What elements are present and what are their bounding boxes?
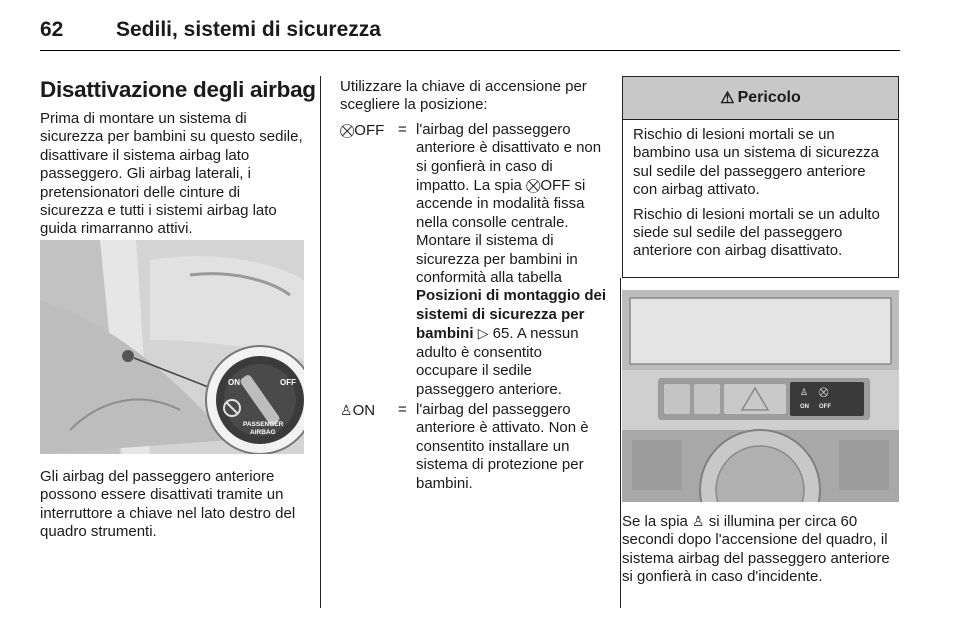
panel-off-label: OFF <box>819 404 831 410</box>
definition-off: ⛒OFF = l'airbag del passeggero anteriore è disattivato e non si gonfierà in caso di impatto. La spia ⛒OFF si accende in modalità fissa nella consolle centrale. Montare il sistema di sicurezza per bambini in conformità alla tabella Posizioni di montaggio dei sistemi di sicurezza per bambini ▷ 65. A nessun adulto è consentito occupare il sedile passeggero anteriore. <box>340 120 606 398</box>
airbag-on-icon: ♙ <box>340 401 353 418</box>
section-title: Sedili, sistemi di sicurezza <box>116 18 381 41</box>
page-number: 62 <box>40 18 64 41</box>
page-header <box>40 16 900 51</box>
section-heading: Disattivazione degli airbag <box>40 77 316 102</box>
page-reference-icon: ▷ <box>477 325 489 342</box>
page-reference[interactable]: 65 <box>492 325 510 343</box>
image-caption-right: Se la spia ♙ si illumina per circa 60 secondi dopo l'accensione del quadro, il sistema airbag del passeggero anteriore si gonfierà in caso d'incidente. <box>622 513 890 586</box>
column-divider-right <box>620 278 621 608</box>
definition-on: ♙ON = l'airbag del passeggero anteriore è attivato. Non è consentito installare un sistema di protezione per bambini. <box>340 400 589 492</box>
column-left <box>40 76 316 239</box>
middle-intro: Utilizzare la chiave di accensione per scegliere la posizione: <box>340 78 587 114</box>
position-definitions <box>340 121 606 493</box>
warning-paragraph-2: Rischio di lesioni mortali se un adulto siede sul sedile del passeggero anteriore con airbag disattivato. <box>633 205 880 260</box>
svg-text:♙: ♙ <box>800 387 809 397</box>
switch-off-label: OFF <box>280 378 296 387</box>
switch-on-label: ON <box>228 378 240 387</box>
switch-airbag-label: AIRBAG <box>250 429 276 436</box>
airbag-off-indicator-icon: ⛒ <box>526 177 541 194</box>
danger-warning-box <box>622 76 899 278</box>
airbag-switch-photo <box>40 240 304 454</box>
image-caption-left: Gli airbag del passeggero anteriore possono essere disattivati tramite un interruttore a chiave nel lato destro del quadro strumenti. <box>40 468 296 541</box>
airbag-on-indicator-icon: ♙ <box>692 513 705 529</box>
mounting-table-link[interactable]: Posizioni di montaggio dei sistemi di sicurezza per bambini <box>416 287 606 343</box>
airbag-off-icon: ⛒ <box>340 121 355 138</box>
dashboard-switch-illustration <box>40 240 304 454</box>
center-console-illustration <box>622 290 899 502</box>
svg-text:⛒: ⛒ <box>819 387 829 397</box>
column-middle <box>340 78 606 493</box>
warning-paragraph-1: Rischio di lesioni mortali se un bambino usa un sistema di sicurezza sul sedile del passeggero anteriore con airbag attivato. <box>633 126 879 199</box>
warning-header: ⚠ Pericolo <box>623 77 898 120</box>
console-indicator-photo <box>622 290 899 502</box>
switch-passenger-label: PASSENGER <box>243 421 284 428</box>
column-divider <box>320 76 321 608</box>
panel-on-label: ON <box>800 404 809 410</box>
intro-paragraph: Prima di montare un sistema di sicurezza per bambini su questo sedile, disattivare il sistema airbag lato passeggero. Gli airbag laterali, i pretensionatori delle cinture di sicurezza e tutti i sistemi airbag lato guida rimarranno attivi. <box>40 110 303 238</box>
warning-triangle-icon: ⚠ <box>720 90 735 107</box>
